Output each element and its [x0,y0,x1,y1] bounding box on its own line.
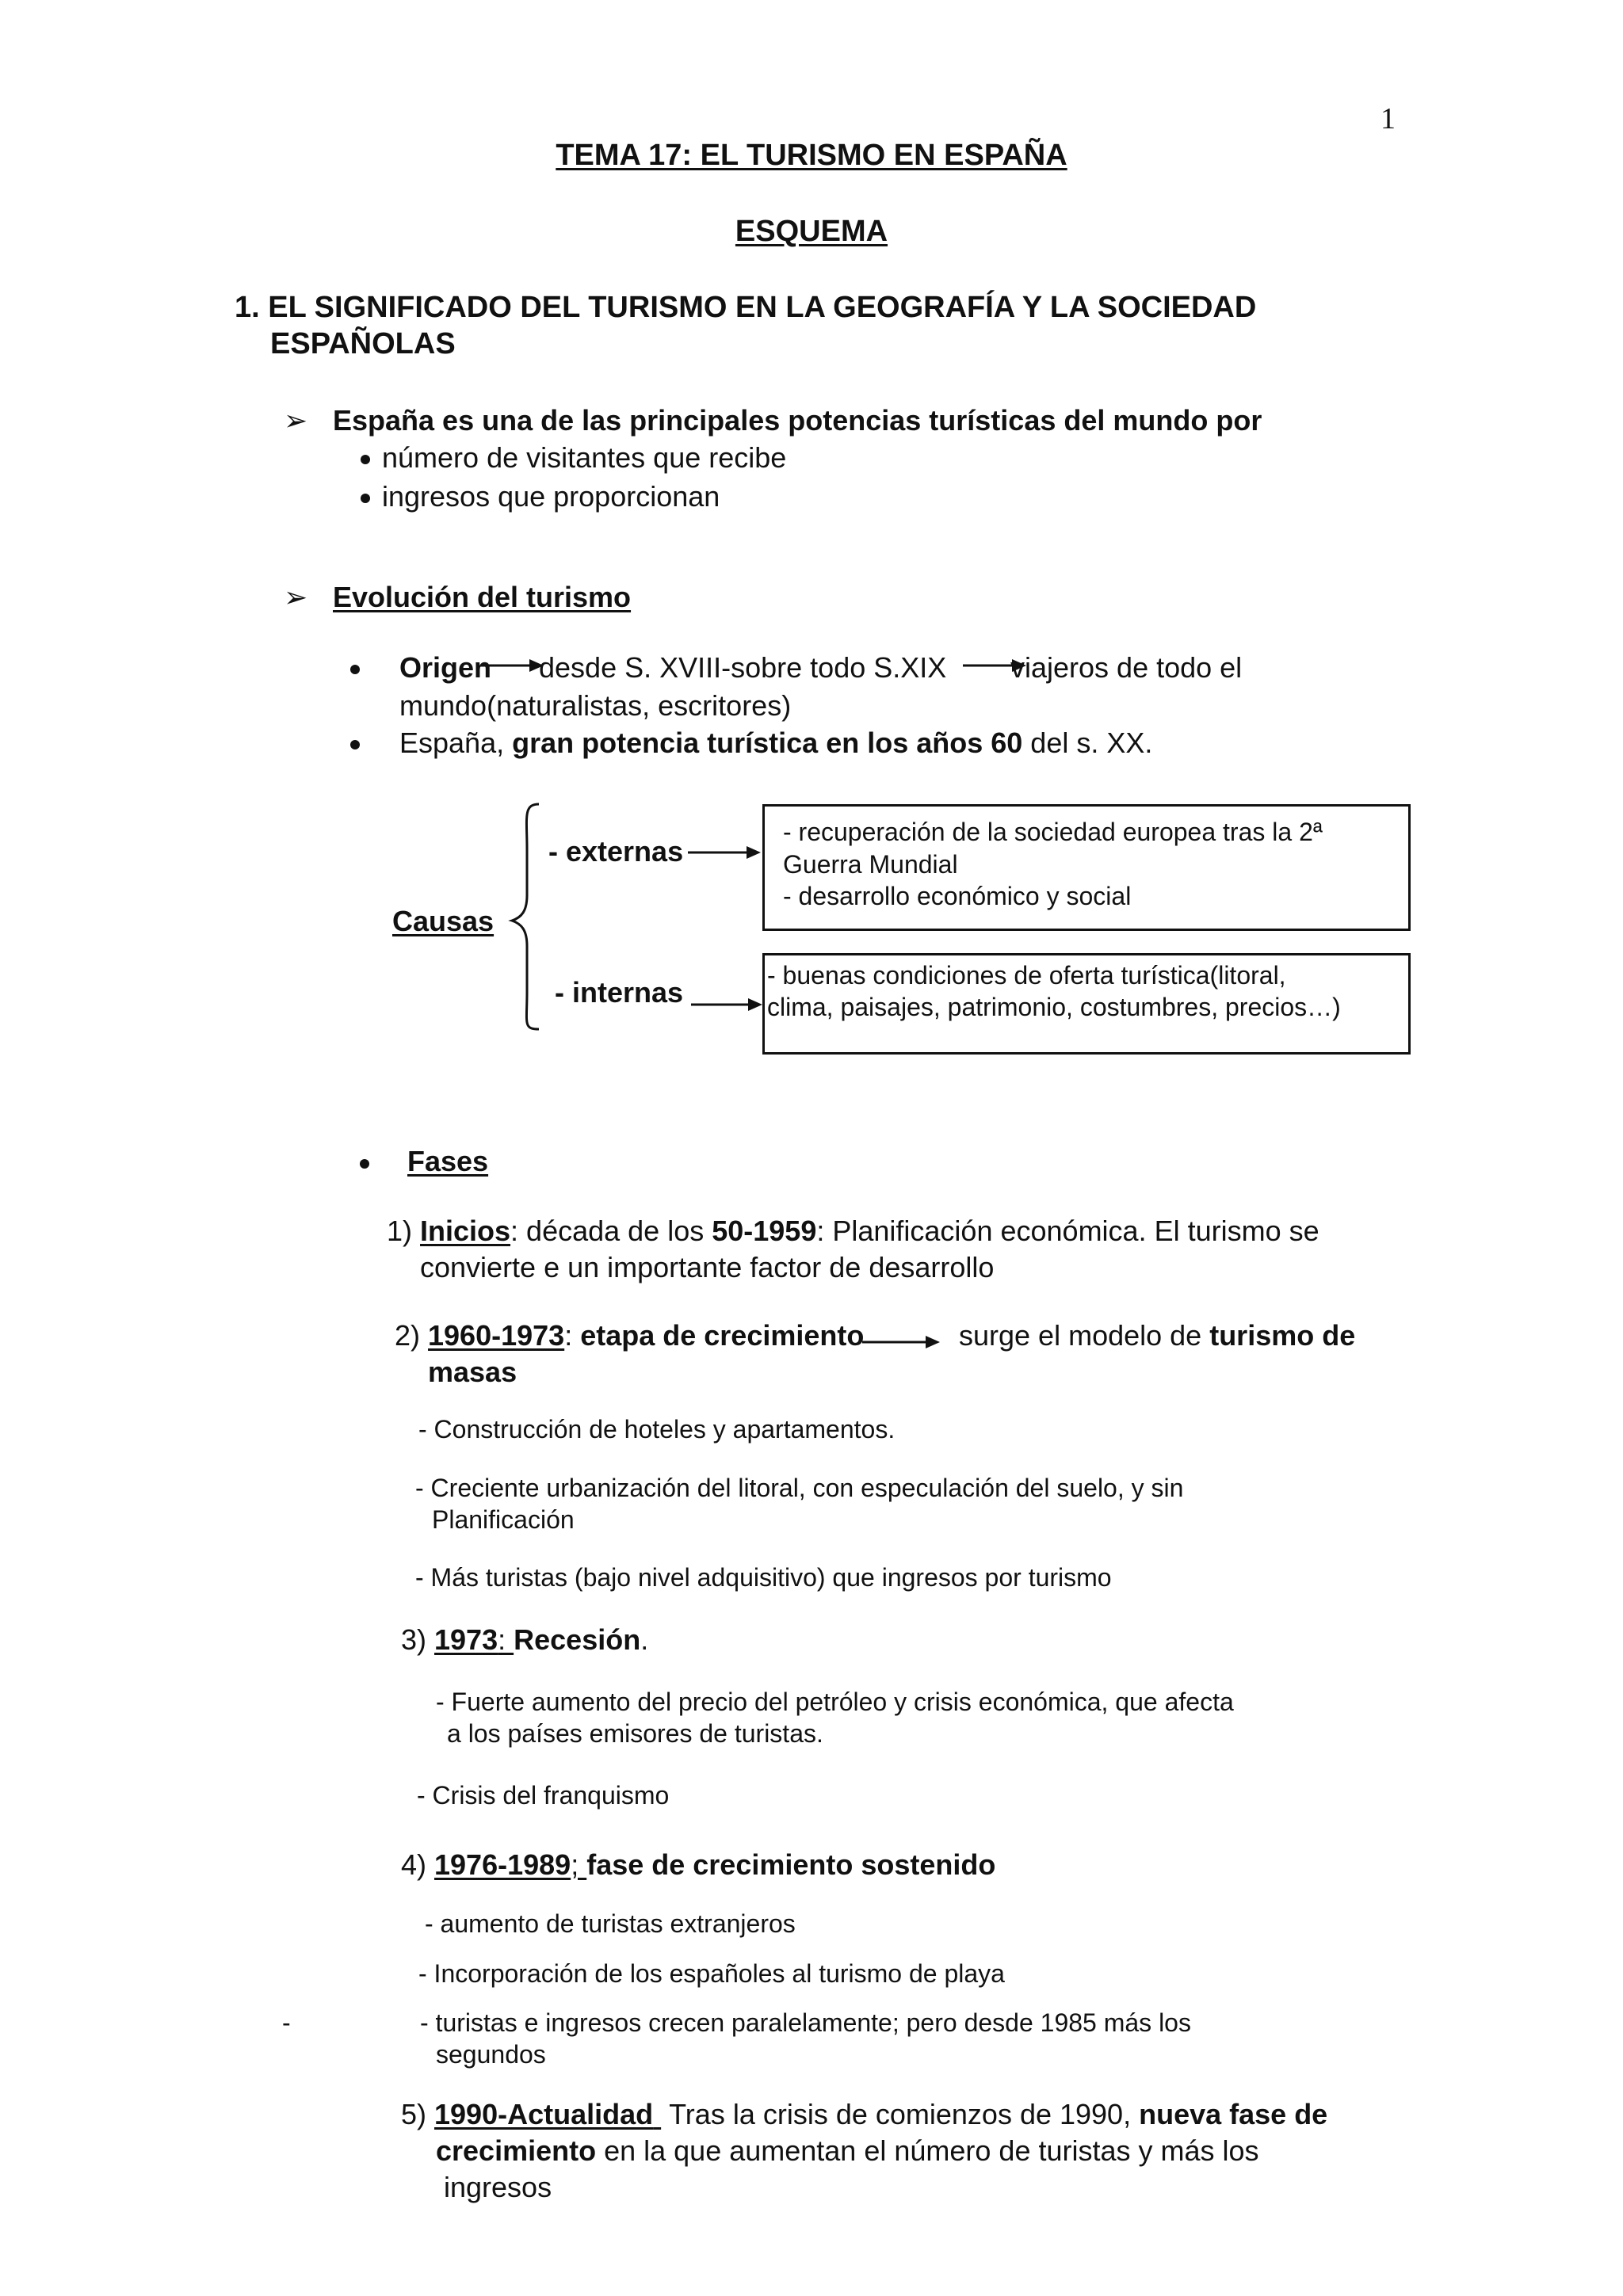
arrow-right-icon [688,843,759,862]
origin-line2: mundo(naturalistas, escritores) [399,689,792,722]
external-cause-1-cont: Guerra Mundial [783,850,958,879]
section-heading-line2: ESPAÑOLAS [270,327,456,360]
phase-5: 5) 1990-Actualidad Tras la crisis de comienzos de 1990, nueva fase de [401,2098,1328,2130]
external-cause-1: - recuperación de la sociedad europea tras la 2ª [783,818,1323,846]
bullet-dot-icon [361,494,370,503]
phases-heading: Fases [407,1145,489,1177]
bullet-dot-icon [361,455,370,464]
phase-1-line2: convierte e un importante factor de desarrollo [420,1251,995,1283]
origin-end: viajeros de todo el [1010,651,1243,684]
phase-2-item-2-cont: Planificación [432,1505,575,1534]
internal-cause-1-cont: clima, paisajes, patrimonio, costumbres, precios…) [767,993,1341,1021]
phase-4-item-2: - Incorporación de los españoles al turismo de playa [418,1959,1005,1988]
phase-5-line2: crecimiento en la que aumentan el número de turistas y más los [436,2134,1259,2167]
internal-cause-1: - buenas condiciones de oferta turística(litoral, [767,961,1286,990]
document-subtitle: ESQUEMA [735,215,888,248]
phase-5-line3: ingresos [444,2171,552,2203]
bullet-dot-icon [350,740,360,749]
phase-2-model: surge el modelo de turismo de [959,1319,1356,1352]
margin-dash: - [282,2008,291,2037]
phase-3-item-2: - Crisis del franquismo [417,1781,670,1810]
phase-3-item-1: - Fuerte aumento del precio del petróleo y crisis económica, que afecta [436,1688,1234,1716]
phase-4-item-3-cont: segundos [436,2040,546,2069]
document-title: TEMA 17: EL TURISMO EN ESPAÑA [556,139,1067,172]
phase-4-item-1: - aumento de turistas extranjeros [425,1909,796,1938]
external-cause-2: - desarrollo económico y social [783,882,1132,910]
arrow-right-icon [862,1334,941,1353]
phase-3: 3) 1973: Recesión. [401,1623,649,1656]
brace-icon [507,802,547,1032]
phase-4: 4) 1976-1989; fase de crecimiento sostenido [401,1848,996,1881]
intro-item-1: número de visitantes que recibe [382,441,787,474]
phase-4-item-3: - turistas e ingresos crecen paralelamente; pero desde 1985 más los [420,2008,1191,2037]
bullet-dot-icon [350,665,360,674]
evolution-heading: Evolución del turismo [333,581,632,613]
arrow-right-icon [691,995,762,1014]
origin-text: desde S. XVIII-sobre todo S.XIX [539,651,947,684]
phase-1: 1) Inicios: década de los 50-1959: Planificación económica. El turismo se [387,1215,1319,1247]
phase-2-item-3: - Más turistas (bajo nivel adquisitivo) que ingresos por turismo [415,1563,1112,1592]
spain-statement: España, gran potencia turística en los años 60 del s. XX. [399,727,1153,759]
external-causes-label: - externas [548,835,684,868]
phase-2-item-2: - Creciente urbanización del litoral, con especulación del suelo, y sin [415,1474,1184,1502]
phase-2: 2) 1960-1973: etapa de crecimiento [395,1319,865,1352]
page-number: 1 [1381,102,1396,135]
arrow-bullet-icon: ➢ [284,404,308,437]
arrow-bullet-icon: ➢ [284,581,308,613]
section-heading: 1. EL SIGNIFICADO DEL TURISMO EN LA GEOGRAFÍA Y LA SOCIEDAD [235,291,1257,324]
causes-label: Causas [392,905,495,937]
origin-bold: Origen [399,651,492,684]
internal-causes-label: - internas [555,976,684,1009]
arrow-right-icon [480,654,544,673]
phase-2-line2: masas [428,1356,517,1388]
bullet-dot-icon [360,1159,369,1169]
intro-item-2: ingresos que proporcionan [382,480,720,513]
intro-statement: España es una de las principales potencias turísticas del mundo por [333,404,1262,437]
phase-3-item-1-cont: a los países emisores de turistas. [447,1719,823,1748]
phase-2-item-1: - Construcción de hoteles y apartamentos. [418,1415,896,1444]
